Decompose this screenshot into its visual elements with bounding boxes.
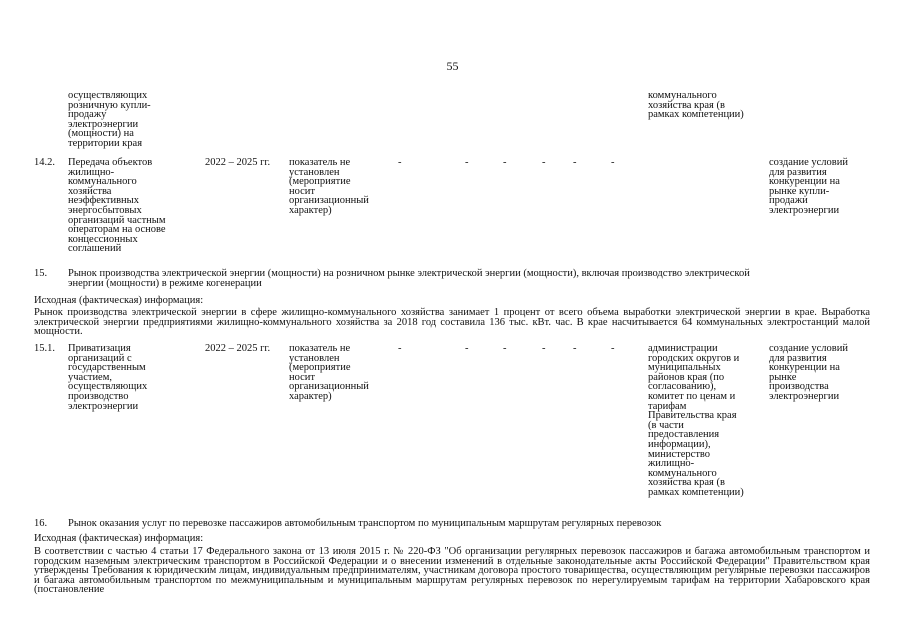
row-number: 14.2. [34, 157, 55, 168]
table-cell-value: - [542, 343, 546, 354]
table-cell-value: - [573, 157, 577, 168]
table-cell-executors-continued: коммунального хозяйства края (в рамках компетенции) [648, 90, 744, 121]
table-cell-result: создание условий для развития конкуренции на рынке производства электроэнергии [769, 343, 848, 402]
table-cell-name-continued: осуществляющих розничную купли- продажу электроэнергии (мощности) на территории края [68, 90, 151, 149]
table-cell-value: - [503, 157, 507, 168]
table-cell-result: создание условий для развития конкуренции на рынке купли- продажи электроэнергии [769, 157, 848, 216]
info-label: Исходная (фактическая) информация: [34, 533, 204, 544]
section-title: Рынок оказания услуг по перевозке пассажиров автомобильным транспортом по муниципальным маршрутам регулярных перевозок [68, 518, 662, 529]
table-cell-value: - [503, 343, 507, 354]
table-cell-measure: Передача объектов жилищно- коммунального хозяйства неэффективных энергосбытовых организаций частным операторам на основе концессионных соглашений [68, 157, 166, 255]
table-cell-value: - [611, 157, 615, 168]
info-paragraph: В соответствии с частью 4 статьи 17 Федерального закона от 13 июля 2015 г. № 220-ФЗ "Об организации регулярных перевозок пассажиров и багажа автомобильным транспортом и городским наземным электрическим транспортом в Российской Федерации и о внесении изменений в отдельные законодательные акты Российской Федерации" Правительством края утверждены Требования к юридическим лицам, индивидуальным предпринимателям, участникам договора простого товарищества, осуществляющим регулярные перевозки пассажиров и багажа автомобильным транспортом по межмуниципальным и муниципальным маршрутам регулярных перевозок по нерегулируемым тарифам на территории Хабаровского края (постановление [34, 546, 870, 596]
info-label: Исходная (фактическая) информация: [34, 295, 204, 306]
table-cell-period: 2022 – 2025 гг. [205, 157, 271, 168]
table-cell-executors: администрации городских округов и муниципальных районов края (по согласованию), комитет по ценам и тарифам Правительства края (в части предоставления информации), министерство жилищно- коммунального хозяйства края (в рамках компетенции) [648, 343, 744, 498]
table-cell-value: - [465, 343, 469, 354]
row-number: 15.1. [34, 343, 55, 354]
info-paragraph: Рынок производства электрической энергии в сфере жилищно-коммунального хозяйства занимает 1 процент от всего объема выработки электрической энергии в крае. Выработка электрической энергии предприятиями жилищно-коммунального хозяйства за 2018 год составила 136 тыс. кВт. час. В крае насчитывается 64 коммунальных электростанций малой мощности. [34, 307, 870, 338]
section-title: Рынок производства электрической энергии (мощности) на розничном рынке электрической энергии (мощности), включая производство электрической энергии (мощности) в режиме когенерации [68, 268, 750, 289]
table-cell-value: - [398, 343, 402, 354]
table-cell-value: - [573, 343, 577, 354]
table-cell-value: - [465, 157, 469, 168]
table-cell-value: - [398, 157, 402, 168]
table-cell-measure: Приватизация организаций с государственным участием, осуществляющих производство электроэнергии [68, 343, 148, 412]
section-number: 16. [34, 518, 48, 529]
section-number: 15. [34, 268, 48, 279]
table-cell-indicator: показатель не установлен (мероприятие носит организационный характер) [289, 157, 369, 216]
table-cell-period: 2022 – 2025 гг. [205, 343, 271, 354]
table-cell-indicator: показатель не установлен (мероприятие носит организационный характер) [289, 343, 369, 402]
page-number: 55 [446, 59, 459, 73]
table-cell-value: - [611, 343, 615, 354]
table-cell-value: - [542, 157, 546, 168]
